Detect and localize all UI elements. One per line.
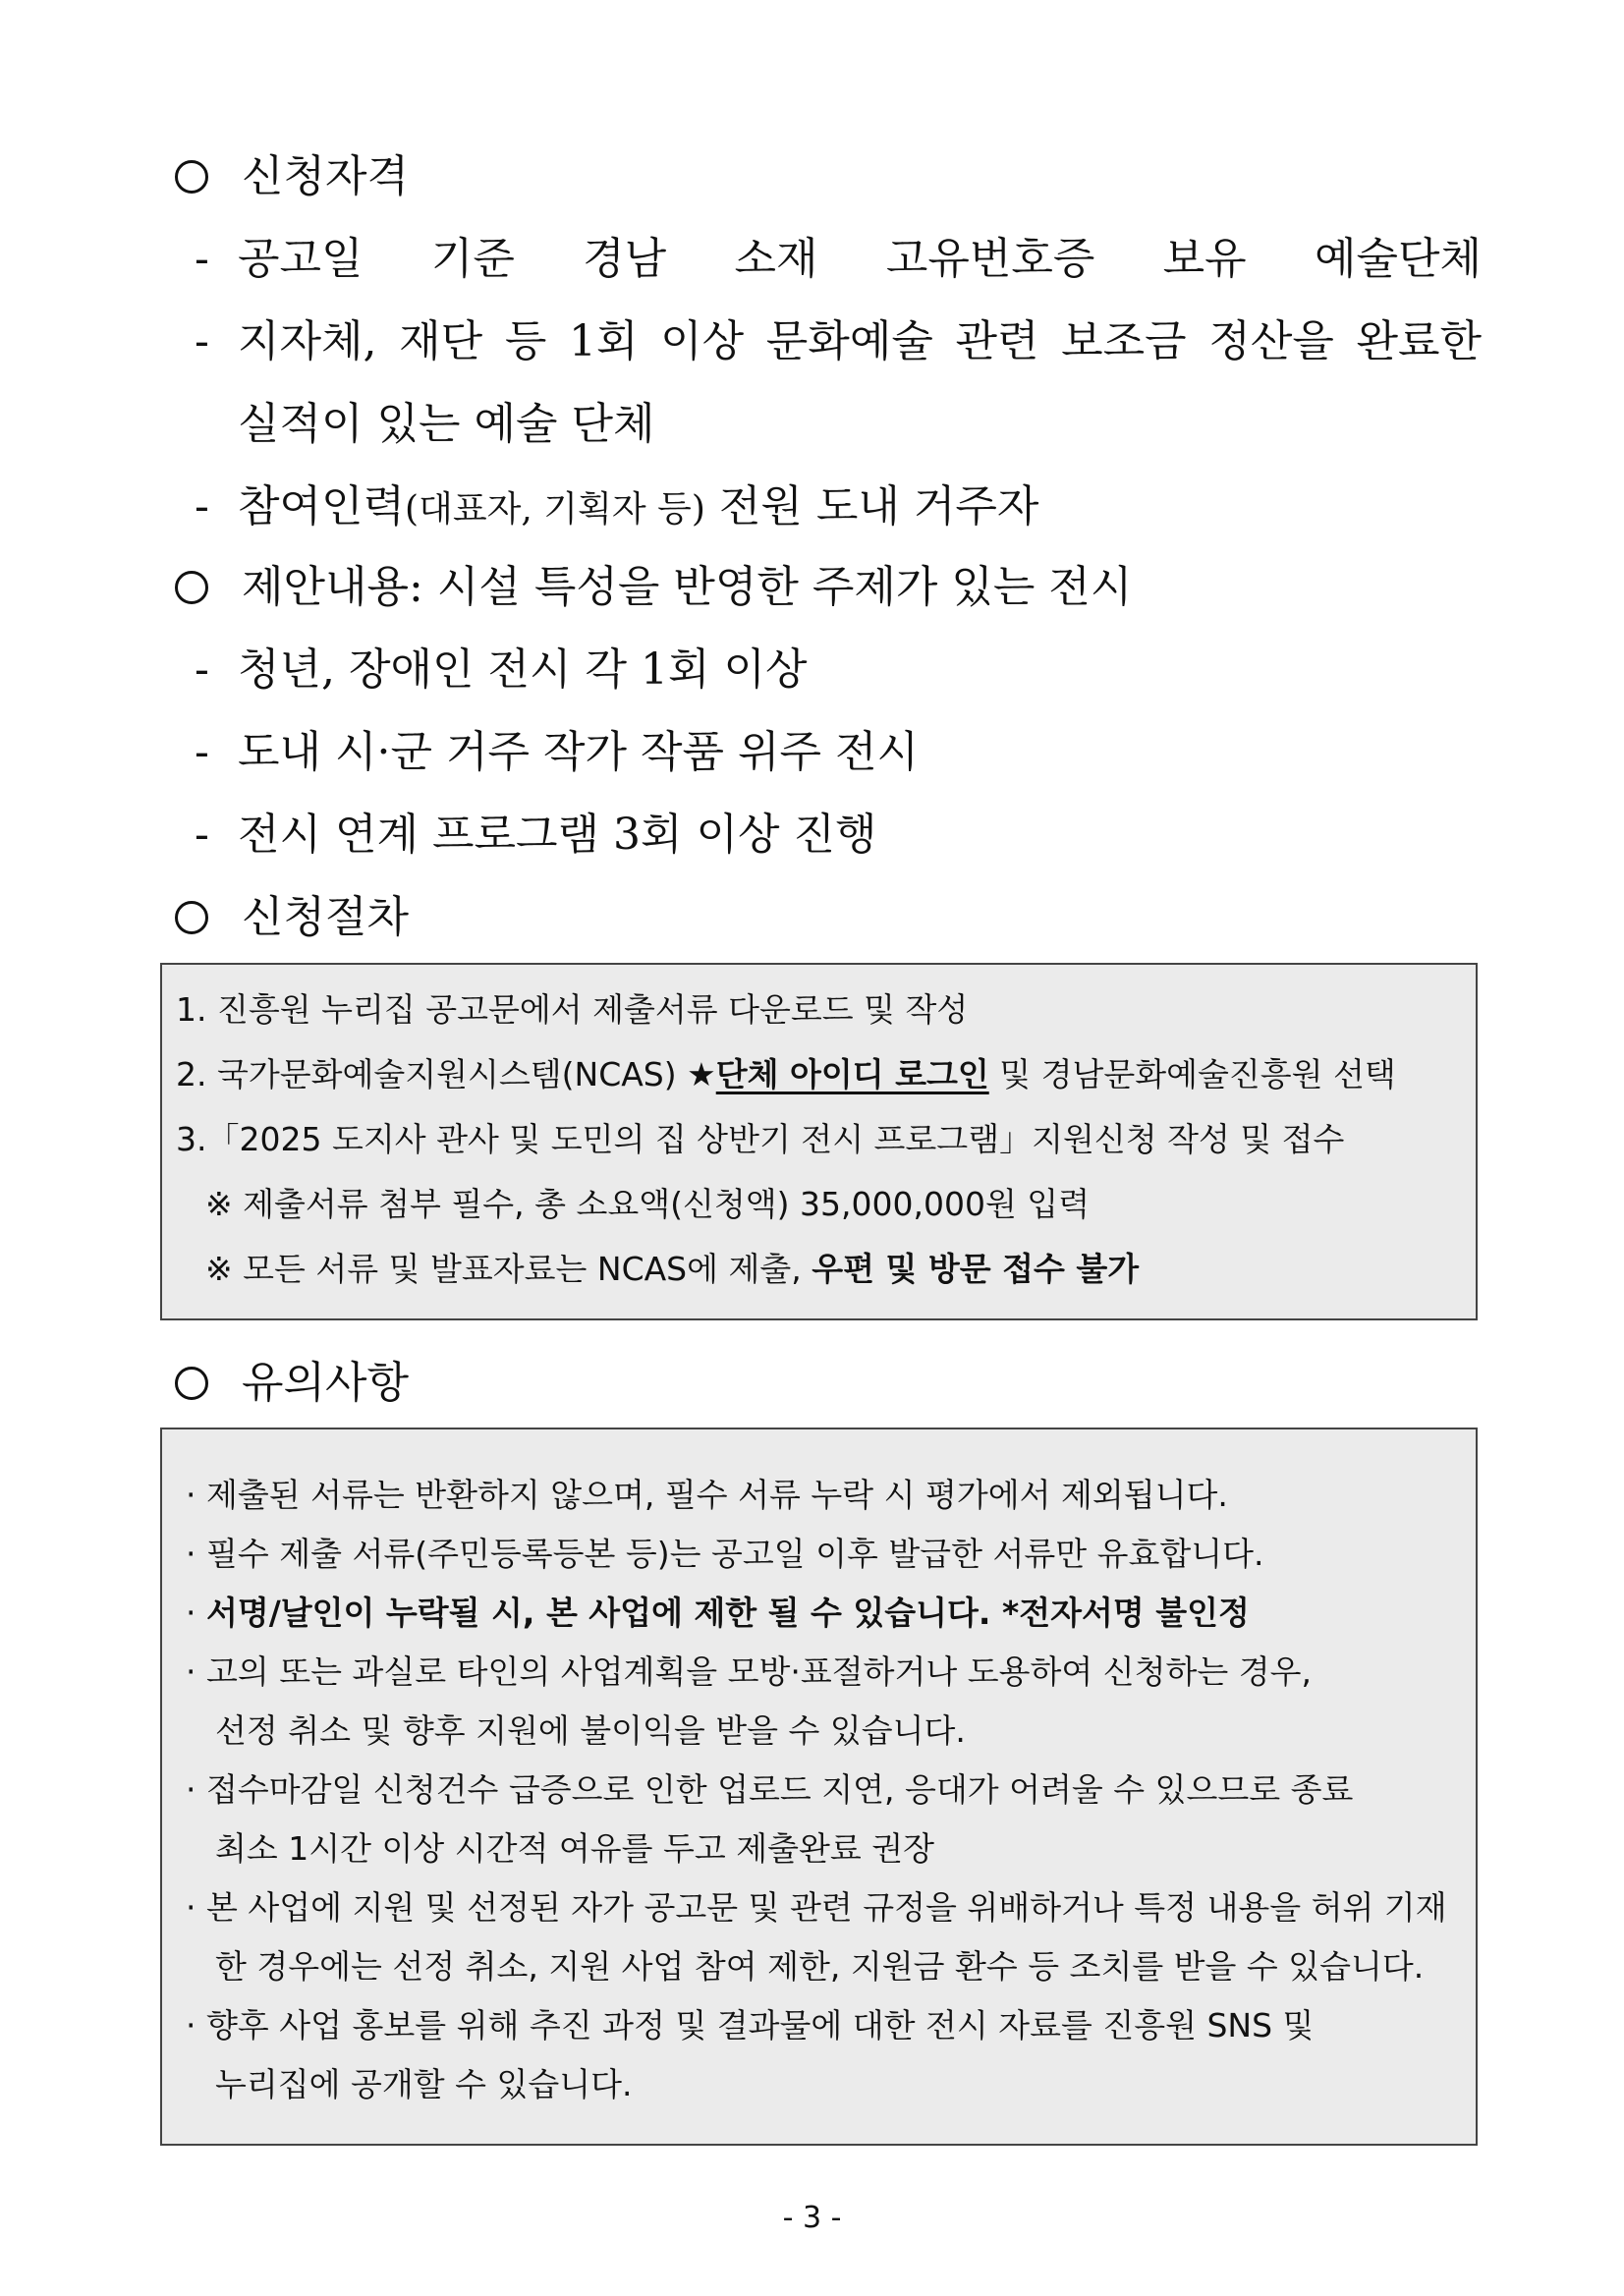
- procedure-step-3: 3.「2025 도지사 관사 및 도민의 집 상반기 전시 프로그램」지원신청 작성 및 접수: [176, 1120, 1345, 1158]
- eligibility-item: - 공고일 기준 경남 소재 고유번호증 보유 예술단체: [195, 234, 1482, 284]
- circle-bullet-icon: [175, 901, 208, 934]
- note-bullet-continued: 선정 취소 및 향후 지원에 불이익을 받을 수 있습니다.: [215, 1711, 966, 1750]
- proposal-item: - 청년, 장애인 전시 각 1회 이상: [195, 644, 808, 695]
- note-bullet: · 향후 사업 홍보를 위해 추진 과정 및 결과물에 대한 전시 자료를 진흥원 SNS 및: [186, 2006, 1315, 2044]
- note-bullet: · 접수마감일 신청건수 급증으로 인한 업로드 지연, 응대가 어려울 수 있으므로 종료: [186, 1770, 1354, 1809]
- section-heading-procedure: 신청절차: [175, 890, 409, 945]
- eligibility-item: - 참여인력(대표자, 기획자 등) 전원 도내 거주자: [195, 481, 1039, 532]
- circle-bullet-icon: [175, 571, 208, 604]
- procedure-note-2: ※ 모든 서류 및 발표자료는 NCAS에 제출, 우편 및 방문 접수 불가: [205, 1250, 1140, 1288]
- procedure-step-2: 2. 국가문화예술지원시스템(NCAS) ★단체 아이디 로그인 및 경남문화예술진흥원 선택: [176, 1055, 1396, 1093]
- eligibility-item-continued: 실적이 있는 예술 단체: [238, 399, 655, 449]
- note-bullet-continued: 누리집에 공개할 수 있습니다.: [215, 2065, 633, 2103]
- note-bullet: · 서명/날인이 누락될 시, 본 사업에 제한 될 수 있습니다. *전자서명 불인정: [186, 1594, 1250, 1632]
- note-bullet-continued: 한 경우에는 선정 취소, 지원 사업 참여 제한, 지원금 환수 등 조치를 받을 수 있습니다.: [215, 1947, 1425, 1986]
- page-number: - 3 -: [782, 2201, 842, 2235]
- note-bullet: · 제출된 서류는 반환하지 않으며, 필수 서류 누락 시 평가에서 제외됩니다.: [186, 1476, 1228, 1514]
- star-icon: ★: [687, 1055, 716, 1093]
- procedure-note-1: ※ 제출서류 첨부 필수, 총 소요액(신청액) 35,000,000원 입력: [205, 1185, 1091, 1223]
- note-bullet: · 본 사업에 지원 및 선정된 자가 공고문 및 관련 규정을 위배하거나 특정 내용을 허위 기재: [186, 1888, 1447, 1927]
- proposal-item: - 전시 연계 프로그램 3회 이상 진행: [195, 810, 877, 860]
- circle-bullet-icon: [175, 1367, 208, 1400]
- circle-bullet-icon: [175, 160, 208, 194]
- eligibility-item: - 지자체, 재단 등 1회 이상 문화예술 관련 보조금 정산을 완료한: [195, 316, 1482, 366]
- note-bullet-continued: 최소 1시간 이상 시간적 여유를 두고 제출완료 권장: [215, 1829, 934, 1868]
- procedure-step-1: 1. 진흥원 누리집 공고문에서 제출서류 다운로드 및 작성: [176, 990, 969, 1029]
- section-heading-notes: 유의사항: [175, 1356, 409, 1411]
- note-bullet: · 고의 또는 과실로 타인의 사업계획을 모방·표절하거나 도용하여 신청하는 경우,: [186, 1652, 1312, 1691]
- procedure-box: [160, 963, 1478, 1320]
- note-bullet: · 필수 제출 서류(주민등록등본 등)는 공고일 이후 발급한 서류만 유효합니다.: [186, 1535, 1264, 1573]
- section-heading-proposal: 제안내용: 시설 특성을 반영한 주제가 있는 전시: [175, 560, 1132, 615]
- notes-box: [160, 1428, 1478, 2146]
- section-heading-eligibility: 신청자격: [175, 149, 409, 204]
- proposal-item: - 도내 시·군 거주 작가 작품 위주 전시: [195, 727, 919, 777]
